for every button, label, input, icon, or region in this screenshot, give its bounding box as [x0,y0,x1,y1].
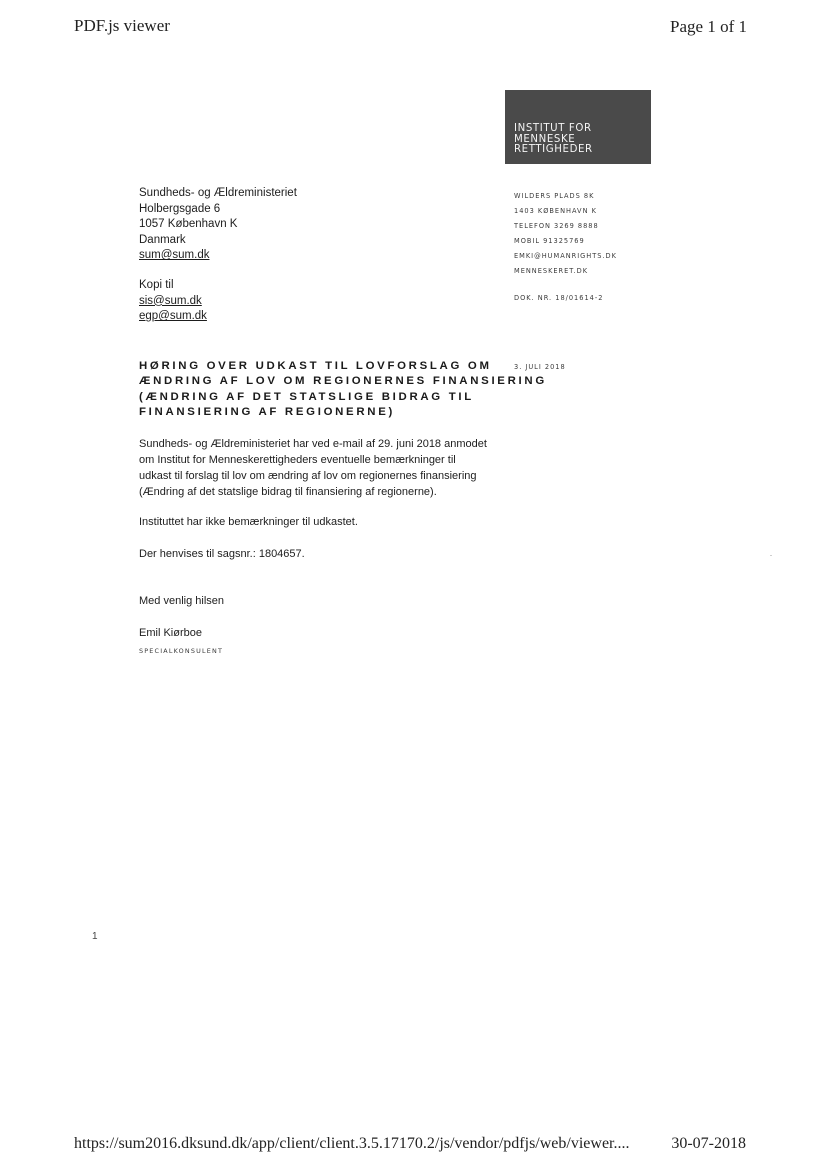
print-header-page-label: Page 1 of 1 [670,17,747,36]
subject-line: HØRING OVER UDKAST TIL LOVFORSLAG OM [139,360,492,372]
signatory-title: SPECIALKONSULENT [139,647,224,655]
copy-recipients [139,278,207,325]
sender-contact [514,189,617,279]
logo-line: MENNESKE [514,133,576,145]
letter-date: 3. JULI 2018 [514,363,566,371]
copy-email-link[interactable]: sis@sum.dk [139,294,202,307]
sender-line: TELEFON 3269 8888 [514,222,599,230]
paragraph-line: Sundheds- og Ældreministeriet har ved e-mail af 29. juni 2018 anmodet [139,438,487,450]
recipient-line: Sundheds- og Ældreministeriet [139,187,297,199]
recipient-line: Danmark [139,233,186,246]
copy-label: Kopi til [139,279,174,291]
recipient-line: 1057 København K [139,218,238,231]
letter-subject [139,359,547,420]
sender-line: WILDERS PLADS 8K [514,192,595,200]
signatory-name: Emil Kiørboe [139,627,202,639]
sender-line: MOBIL 91325769 [514,237,585,245]
recipient-line: Holbergsgade 6 [139,202,221,215]
body-paragraph-3: Der henvises til sagsnr.: 1804657. [139,548,305,560]
print-footer-url: https://sum2016.dksund.dk/app/client/client.3.5.17170.2/js/vendor/pdfjs/web/viewer.... [74,1135,630,1152]
paragraph-line: udkast til forslag til lov om ændring af lov om regionernes finansiering [139,469,477,482]
subject-line: FINANSIERING AF REGIONERNE) [139,405,396,418]
sender-line: 1403 KØBENHAVN K [514,207,597,215]
print-footer-date: 30-07-2018 [671,1135,746,1152]
print-header-title: PDF.js viewer [74,16,170,35]
body-paragraph-2: Instituttet har ikke bemærkninger til udkastet. [139,516,358,528]
document-number: DOK. NR. 18/01614-2 [514,294,604,302]
paragraph-line: om Institut for Menneskerettigheders eventuelle bemærkninger til [139,453,456,466]
logo-line: RETTIGHEDER [514,144,593,155]
sender-website: MENNESKERET.DK [514,267,589,275]
recipient-address [139,186,297,264]
logo-line: INSTITUT FOR [514,123,592,134]
subject-line: ÆNDRING AF LOV OM REGIONERNES FINANSIERING [139,375,547,388]
paragraph-line: (Ændring af det statslige bidrag til finansiering af regionerne). [139,485,437,498]
scan-speck [770,555,772,556]
page-number: 1 [92,931,98,942]
institute-logo [505,90,651,164]
subject-line: (ÆNDRING AF DET STATSLIGE BIDRAG TIL [139,390,474,403]
closing-greeting: Med venlig hilsen [139,595,224,607]
copy-email-link[interactable]: egp@sum.dk [139,310,207,323]
recipient-email-link[interactable]: sum@sum.dk [139,249,210,262]
sender-email: EMKI@HUMANRIGHTS.DK [514,252,617,260]
body-paragraph-1 [139,437,487,501]
